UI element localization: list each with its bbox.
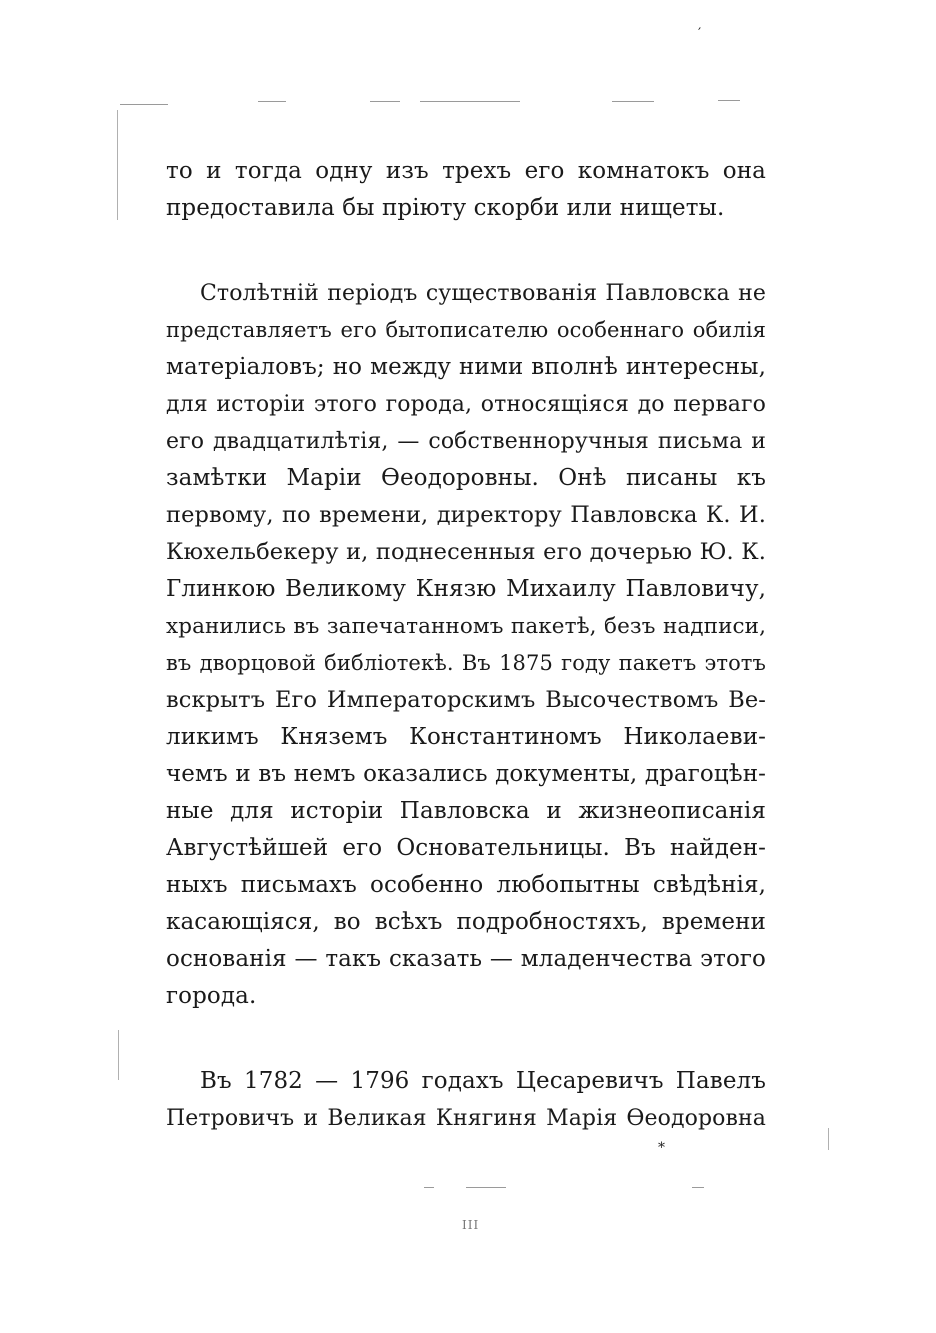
- text-line: матеріаловъ; но между ними вполнѣ интересны,: [166, 354, 766, 380]
- footer-dash: [692, 1187, 704, 1188]
- text-line: хранились въ запечатанномъ пакетѣ, безъ надписи,: [166, 614, 766, 639]
- header-dash: [420, 101, 520, 102]
- paragraph-next: [166, 1063, 766, 1137]
- text-line: города.: [166, 983, 257, 1009]
- header-dash: [258, 101, 286, 102]
- text-line: касающіяся, во всѣхъ подробностяхъ, времени: [166, 909, 766, 935]
- header-dash: [370, 101, 400, 102]
- margin-mark: [117, 110, 118, 220]
- text-line: для исторіи этого города, относящіяся до перваго: [166, 392, 766, 417]
- text-line: ные для исторіи Павловска и жизнеописанія: [166, 798, 766, 824]
- text-line: предоставила бы пріюту скорби или нищеты.: [166, 195, 725, 221]
- text-line: ныхъ письмахъ особенно любопытны свѣдѣнія,: [166, 872, 766, 898]
- header-dash: [612, 101, 654, 102]
- text-line: Кюхельбекеру и, поднесенныя его дочерью Ю. К.: [166, 539, 766, 565]
- text-line: вскрытъ Его Императорскимъ Высочествомъ Ве-: [166, 687, 766, 713]
- text-line: замѣтки Маріи Ѳеодоровны. Онѣ писаны къ: [166, 465, 766, 491]
- asterisk-mark: *: [658, 1140, 665, 1156]
- text-line: то и тогда одну изъ трехъ его комнатокъ она: [166, 158, 766, 184]
- speck-mark: ′: [698, 26, 702, 42]
- text-line: Августѣйшей его Основательницы. Въ найден-: [166, 835, 766, 861]
- paragraph-main: [166, 275, 766, 1015]
- footer-dash: [466, 1187, 506, 1188]
- header-dash: [718, 100, 740, 101]
- margin-mark: [828, 1128, 829, 1150]
- footer-dash: [424, 1187, 434, 1188]
- text-line: Въ 1782 — 1796 годахъ Цесаревичъ Павелъ: [200, 1068, 766, 1094]
- header-dash: [120, 104, 168, 105]
- paragraph-continuation: [166, 153, 766, 227]
- text-line: ликимъ Княземъ Константиномъ Николаеви-: [166, 724, 766, 750]
- text-line: Глинкою Великому Князю Михаилу Павловичу,: [166, 576, 766, 602]
- text-line: его двадцатилѣтія, — собственноручныя письма и: [166, 429, 766, 454]
- text-line: основанія — такъ сказать — младенчества этого: [166, 946, 766, 972]
- text-line: Петровичъ и Великая Княгиня Марія Ѳеодоровна: [166, 1106, 766, 1131]
- text-line: представляетъ его бытописателю особеннаго обилія: [166, 318, 766, 342]
- text-line: Столѣтній періодъ существованія Павловска не: [200, 281, 766, 306]
- page-folio: III: [462, 1218, 480, 1232]
- text-line: чемъ и въ немъ оказались документы, драгоцѣн-: [166, 761, 766, 787]
- text-line: первому, по времени, директору Павловска К. И.: [166, 502, 766, 528]
- text-line: въ дворцовой библіотекѣ. Въ 1875 году пакетъ этотъ: [166, 651, 766, 675]
- margin-mark: [118, 1030, 119, 1080]
